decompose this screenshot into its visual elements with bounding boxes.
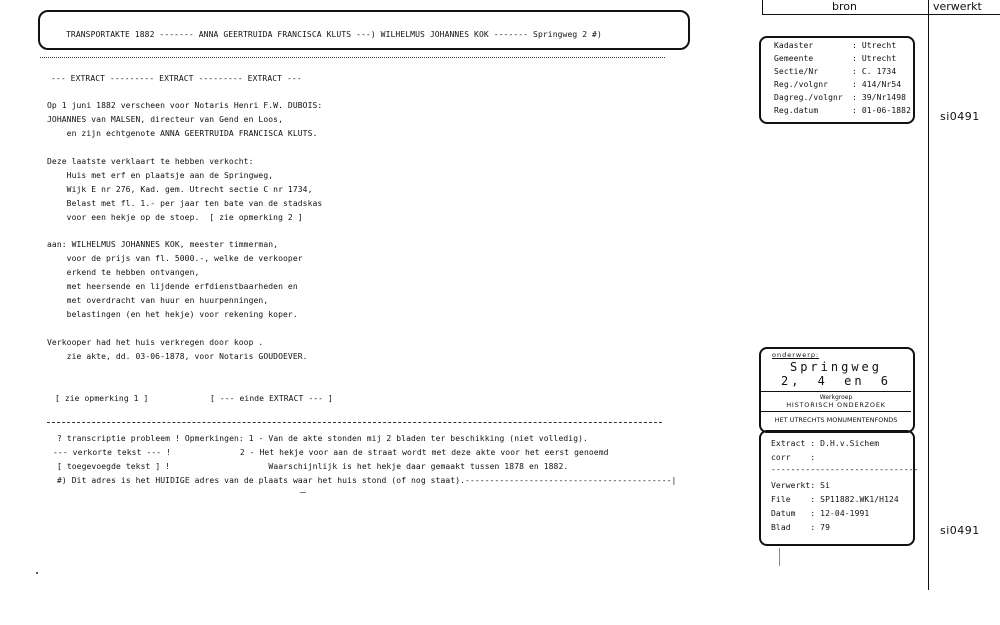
para3-line4: met heersende en lijdende erfdienstbaarheden en [47, 282, 298, 291]
kadaster-list [774, 41, 911, 119]
kadaster-value: : C. 1734 [852, 67, 897, 76]
pencil-mark [779, 548, 780, 566]
right-column-rule-left [762, 0, 763, 14]
para2-line3: Wijk E nr 276, Kad. gem. Utrecht sectie C nr 1734, [47, 185, 313, 194]
stray-dot [36, 572, 38, 574]
kadaster-row [774, 54, 911, 67]
para3-line2: voor de prijs van fl. 5000.-, welke de verkooper [47, 254, 303, 263]
kadaster-row [774, 67, 911, 80]
header-transport-line: TRANSPORTAKTE 1882 ------- ANNA GEERTRUIDA FRANCISCA KLUTS ---) WILHELMUS JOHANNES KOK ------- Springweg 2 #) [66, 30, 602, 39]
notes-line4: #) Dit adres is het HUIDIGE adres van de plaats waar het huis stond (of nog staat).------------------------------------------| [57, 476, 677, 485]
column-bron: bron [832, 0, 857, 13]
notes-line2: --- verkorte tekst --- ! 2 - Het hekje voor aan de straat wordt met deze akte voor het eerst genoemd [53, 448, 609, 457]
kadaster-label: Kadaster [774, 41, 814, 50]
id-top: si0491 [940, 110, 980, 123]
kadaster-row [774, 41, 911, 54]
subject-onderwerp-label: onderwerp: [772, 351, 820, 359]
header-dotted-rule [40, 57, 665, 58]
kadaster-label: Dagreg./volgnr [774, 93, 843, 102]
kadaster-label: Reg./volgnr [774, 80, 829, 89]
remark-1: [ zie opmerking 1 ] [55, 394, 149, 403]
para2-line1: Deze laatste verklaart te hebben verkocht: [47, 157, 254, 166]
kadaster-label: Sectie/Nr [774, 67, 819, 76]
subject-werkgroep: Werkgroep [819, 394, 853, 401]
kadaster-row [774, 106, 911, 119]
kadaster-value: : 01-06-1882 [852, 106, 911, 115]
kadaster-row [774, 80, 911, 93]
meta-separator: ------------------------------ [771, 465, 919, 474]
meta-corr: corr : [771, 453, 816, 462]
notes-top-rule [47, 422, 662, 423]
extract-title: --- EXTRACT --------- EXTRACT --------- EXTRACT --- [51, 74, 302, 83]
subject-fonds: HET UTRECHTS MONUMENTENFONDS [774, 416, 898, 424]
meta-datum: Datum : 12-04-1991 [771, 509, 870, 518]
kadaster-label: Gemeente [774, 54, 814, 63]
right-column-rule-mid [928, 0, 929, 590]
stray-dash [300, 492, 306, 493]
subject-historisch: HISTORISCH ONDERZOEK [786, 401, 886, 409]
kadaster-value: : Utrecht [852, 41, 897, 50]
column-verwerkt: verwerkt [933, 0, 982, 13]
notes-line1: ? transcriptie probleem ! Opmerkingen: 1 - Van de akte stonden mij 2 bladen ter beschikking (niet volledig). [57, 434, 588, 443]
meta-blad: Blad : 79 [771, 523, 830, 532]
meta-extract: Extract : D.H.v.Sichem [771, 439, 880, 448]
end-extract: [ --- einde EXTRACT --- ] [210, 394, 333, 403]
kadaster-value: : Utrecht [852, 54, 897, 63]
para3-line1: aan: WILHELMUS JOHANNES KOK, meester timmerman, [47, 240, 279, 249]
para1-line3: en zijn echtgenote ANNA GEERTRUIDA FRANCISCA KLUTS. [47, 129, 318, 138]
para1-line2: JOHANNES van MALSEN, directeur van Gend en Loos, [47, 115, 283, 124]
kadaster-value: : 39/Nr1498 [852, 93, 907, 102]
notes-line3: [ toegevoegde tekst ] ! Waarschijnlijk is het hekje daar gemaakt tussen 1878 en 1882. [57, 462, 569, 471]
subject-divider-2 [761, 411, 911, 412]
meta-verwerkt: Verwerkt: Si [771, 481, 830, 490]
para1-line1: Op 1 juni 1882 verscheen voor Notaris Henri F.W. DUBOIS: [47, 101, 323, 110]
para4-line2: zie akte, dd. 03-06-1878, voor Notaris GOUDOEVER. [47, 352, 308, 361]
right-column-rule-header [762, 14, 1000, 15]
para2-line4: Belast met fl. 1.- per jaar ten bate van de stadskas [47, 199, 323, 208]
para3-line6: belastingen (en het hekje) voor rekening koper. [47, 310, 298, 319]
subject-divider [761, 391, 911, 392]
kadaster-value: : 414/Nr54 [852, 80, 902, 89]
para4-line1: Verkooper had het huis verkregen door koop . [47, 338, 264, 347]
meta-file: File : SP11882.WK1/H124 [771, 495, 899, 504]
kadaster-label: Reg.datum [774, 106, 819, 115]
subject-street: Springweg [789, 360, 883, 374]
para3-line5: met overdracht van huur en huurpenningen, [47, 296, 269, 305]
para3-line3: erkend te hebben ontvangen, [47, 268, 200, 277]
para2-line2: Huis met erf en plaatsje aan de Springweg, [47, 171, 274, 180]
id-bottom: si0491 [940, 524, 980, 537]
para2-line5: voor een hekje op de stoep. [ zie opmerking 2 ] [47, 213, 303, 222]
subject-numbers: 2, 4 en 6 [780, 374, 892, 388]
kadaster-row [774, 93, 911, 106]
